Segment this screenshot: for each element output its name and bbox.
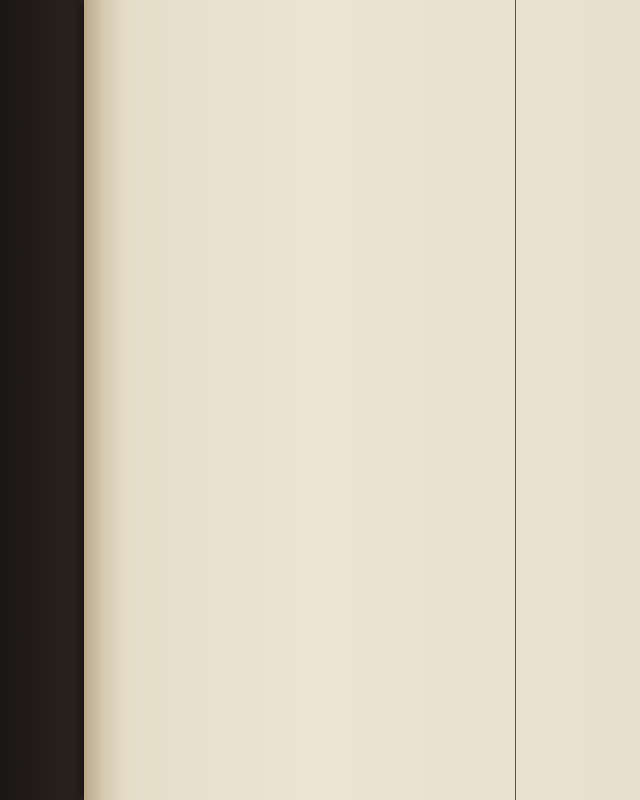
main-column <box>163 0 505 800</box>
page-edge <box>84 0 120 800</box>
column-rule <box>515 0 516 800</box>
right-column <box>520 0 640 800</box>
